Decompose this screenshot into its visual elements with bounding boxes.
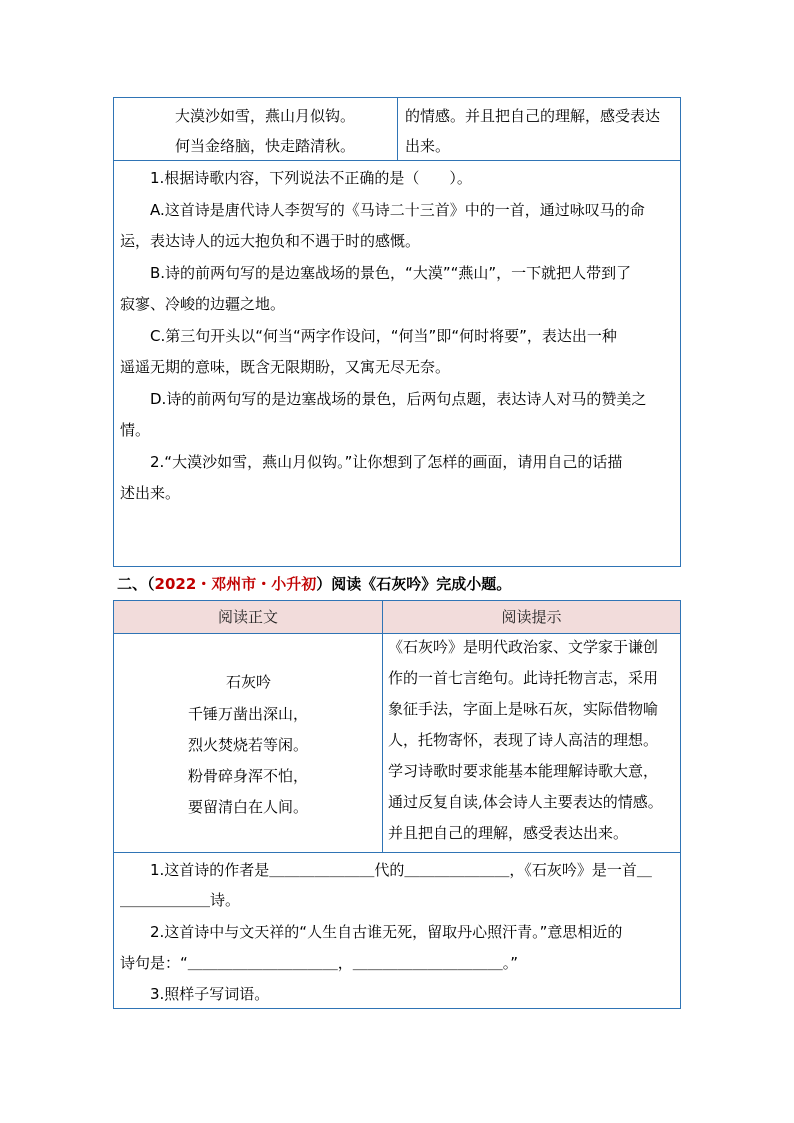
hint-line: 通过反复自读,体会诗人主要表达的情感。 <box>388 793 663 811</box>
question-1: 1.根据诗歌内容，下列说法不正确的是（ ）。 <box>150 169 472 187</box>
poem-line: 何当金络脑，快走踏清秋。 <box>175 137 356 155</box>
option-d-cont: 情。 <box>120 421 151 439</box>
header-left: 阅读正文 <box>217 608 278 626</box>
source-tag: 2022・邓州市・小升初 <box>154 575 317 593</box>
option-d: D.诗的前两句写的是边塞战场的景色，后两句点题，表达诗人对马的赞美之 <box>150 390 647 408</box>
hint-line: 的情感。并且把自己的理解，感受表达 <box>405 107 661 125</box>
question-2: 2.“大漠沙如雪，燕山月似钩。”让你想到了怎样的画面，请用自己的话描 <box>150 453 623 471</box>
section-suffix: ）阅读《石灰吟》完成小题。 <box>316 575 512 593</box>
table-2-row-divider <box>113 852 681 853</box>
section-prefix: 二、（ <box>117 575 155 593</box>
poem-title: 石灰吟 <box>226 673 272 691</box>
option-b-cont: 寂寥、冷峻的边疆之地。 <box>120 295 286 313</box>
hint-line: 《石灰吟》是明代政治家、文学家于谦创 <box>388 638 659 656</box>
poem-line: 粉骨碎身浑不怕， <box>188 767 309 785</box>
hint-line: 作的一首七言绝句。此诗托物言志，采用 <box>388 669 659 687</box>
hint-line: 并且把自己的理解，感受表达出来。 <box>388 824 629 842</box>
poem-line: 大漠沙如雪，燕山月似钩。 <box>175 107 356 125</box>
question-1: 1.这首诗的作者是＿＿＿＿＿＿＿代的＿＿＿＿＿＿＿，《石灰吟》是一首＿ <box>150 861 652 879</box>
table-1-row-divider <box>113 160 681 161</box>
question-2: 2.这首诗中与文天祥的“人生自古谁无死，留取丹心照汗青。”意思相近的 <box>150 923 623 941</box>
question-1-cont: ＿＿＿＿＿＿诗。 <box>120 891 241 909</box>
table-2-header-divider <box>113 633 681 634</box>
question-2-cont: 述出来。 <box>120 484 181 502</box>
poem-line: 千锤万凿出深山， <box>188 705 309 723</box>
option-a-cont: 运，表达诗人的远大抱负和不遇于时的感慨。 <box>120 232 421 250</box>
option-c: C.第三句开头以“何当“两字作设问，“何当”即“何时将要”，表达出一种 <box>150 327 617 345</box>
table-1-col-divider <box>397 97 398 160</box>
table-2-col-divider <box>382 600 383 852</box>
hint-line: 学习诗歌时要求能基本能理解诗歌大意， <box>388 762 659 780</box>
hint-line: 出来。 <box>405 137 451 155</box>
question-3: 3.照样子写词语。 <box>150 985 270 1003</box>
option-a: A.这首诗是唐代诗人李贺写的《马诗二十三首》中的一首，通过咏叹马的命 <box>150 201 645 219</box>
option-c-cont: 遥遥无期的意味，既含无限期盼，又寓无尽无奈。 <box>120 358 451 376</box>
section-2-title <box>117 573 511 594</box>
hint-line: 人，托物寄怀，表现了诗人高洁的理想。 <box>388 731 659 749</box>
hint-line: 象征手法，字面上是咏石灰，实际借物喻 <box>388 700 659 718</box>
option-b: B.诗的前两句写的是边塞战场的景色，“大漠”“燕山”，一下就把人带到了 <box>150 264 632 282</box>
header-right: 阅读提示 <box>501 608 562 626</box>
poem-line: 烈火焚烧若等闲。 <box>188 736 309 754</box>
question-2-cont: 诗句是：“＿＿＿＿＿＿＿＿＿＿，＿＿＿＿＿＿＿＿＿＿。” <box>120 954 519 972</box>
poem-line: 要留清白在人间。 <box>188 798 309 816</box>
